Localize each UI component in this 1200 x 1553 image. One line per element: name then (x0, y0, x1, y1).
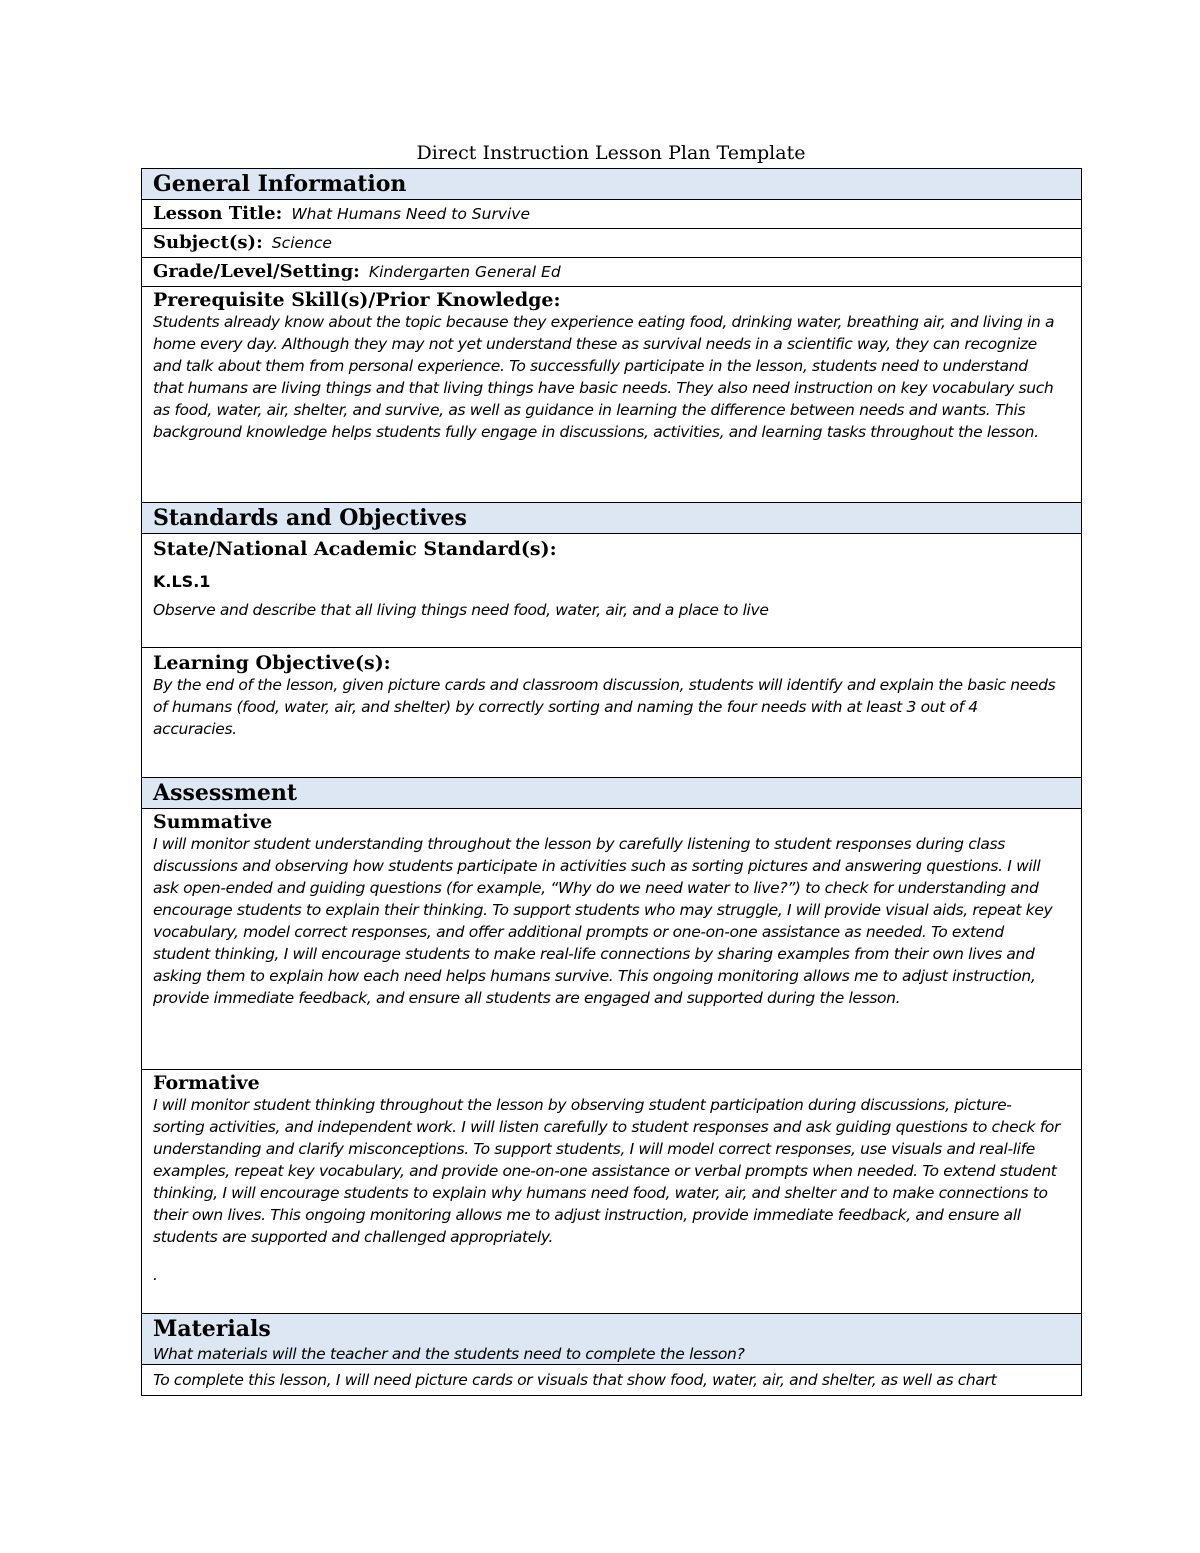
page-title: Direct Instruction Lesson Plan Template (416, 142, 806, 164)
section-standards-objectives (142, 503, 1082, 534)
materials-prompt: What materials will the teacher and the students need to complete the lesson? (153, 1345, 745, 1363)
row-subjects (142, 229, 1082, 258)
section-assessment (142, 778, 1082, 809)
row-learning-objective (142, 648, 1082, 778)
standard-code: K.LS.1 (153, 572, 211, 591)
summative-label: Summative (153, 811, 273, 833)
prereq-text: Students already know about the topic because they experience eating food, drinking water, breathing air, and living in a home every day. Although they may not yet understand these as survival needs in a scientific way, they can recognize and talk about them from personal experience. To successfully participate in the lesson, students need to understand that humans are living things and that living things have basic needs. They also need instruction on key vocabulary such as food, water, air, shelter, and survive, as well as guidance in learning the difference between needs and wants. This background knowledge helps students fully engage in discussions, activities, and learning tasks throughout the lesson. (153, 313, 1055, 441)
prereq-label: Prerequisite Skill(s)/Prior Knowledge: (153, 289, 561, 311)
formative-text: I will monitor student thinking throughout the lesson by observing student participation during discussions, picture-sorting activities, and independent work. I will listen carefully to student responses and ask guiding questions to check for understanding and clarify misconceptions. To support students, I will model correct responses, use visuals and real-life examples, repeat key vocabulary, and provide one-on-one assistance or verbal prompts when needed. To extend student thinking, I will encourage students to explain why humans need food, water, air, and shelter and to make connections to their own lives. This ongoing monitoring allows me to adjust instruction, provide immediate feedback, and ensure all students are supported and challenged appropriately. (153, 1096, 1060, 1246)
grade-value: Kindergarten General Ed (368, 263, 561, 281)
subjects-label: Subject(s): (153, 232, 263, 253)
section-heading-assessment: Assessment (142, 778, 1082, 809)
formative-trailing: . (153, 1266, 158, 1284)
summative-text: I will monitor student understanding throughout the lesson by carefully listening to student responses during class discussions and observing how students participate in activities such as sorting pictures and answering questions. I will ask open-ended and guiding questions (for example, “Why do we need water to live?”) to check for understanding and encourage students to explain their thinking. To support students who may struggle, I will provide visual aids, repeat key vocabulary, model correct responses, and offer additional prompts or one-on-one assistance as needed. To extend student thinking, I will encourage students to make real-life connections by sharing examples from their own lives and asking them to explain how each need helps humans survive. This ongoing monitoring allows me to adjust instruction, provide immediate feedback, and ensure all students are engaged and supported during the lesson. (153, 835, 1053, 1007)
section-heading-standards: Standards and Objectives (142, 503, 1082, 534)
section-general-information (142, 169, 1082, 200)
row-standards (142, 534, 1082, 648)
lesson-plan-table (141, 168, 1082, 1396)
subjects-value: Science (271, 234, 332, 252)
standard-text: Observe and describe that all living things need food, water, air, and a place to live (153, 601, 769, 619)
formative-label: Formative (153, 1072, 260, 1094)
lesson-title-value: What Humans Need to Survive (291, 205, 531, 223)
materials-text: To complete this lesson, I will need picture cards or visuals that show food, water, air, and shelter, as well as chart (153, 1371, 997, 1389)
row-grade-level-setting (142, 258, 1082, 287)
lesson-title-label: Lesson Title: (153, 203, 283, 224)
section-heading-materials: Materials (153, 1316, 271, 1342)
row-materials-text (142, 1365, 1082, 1396)
section-heading-general: General Information (142, 169, 1082, 200)
row-summative (142, 809, 1082, 1070)
objective-label: Learning Objective(s): (153, 652, 391, 674)
row-prerequisite (142, 287, 1082, 503)
section-materials (142, 1314, 1082, 1365)
row-lesson-title (142, 200, 1082, 229)
objective-text: By the end of the lesson, given picture cards and classroom discussion, students will identify and explain the basic needs of humans (food, water, air, and shelter) by correctly sorting and naming the four needs with at least 3 out of 4 accuracies. (153, 676, 1056, 738)
row-formative (142, 1070, 1082, 1314)
standards-label: State/National Academic Standard(s): (153, 538, 557, 560)
grade-label: Grade/Level/Setting: (153, 261, 360, 282)
